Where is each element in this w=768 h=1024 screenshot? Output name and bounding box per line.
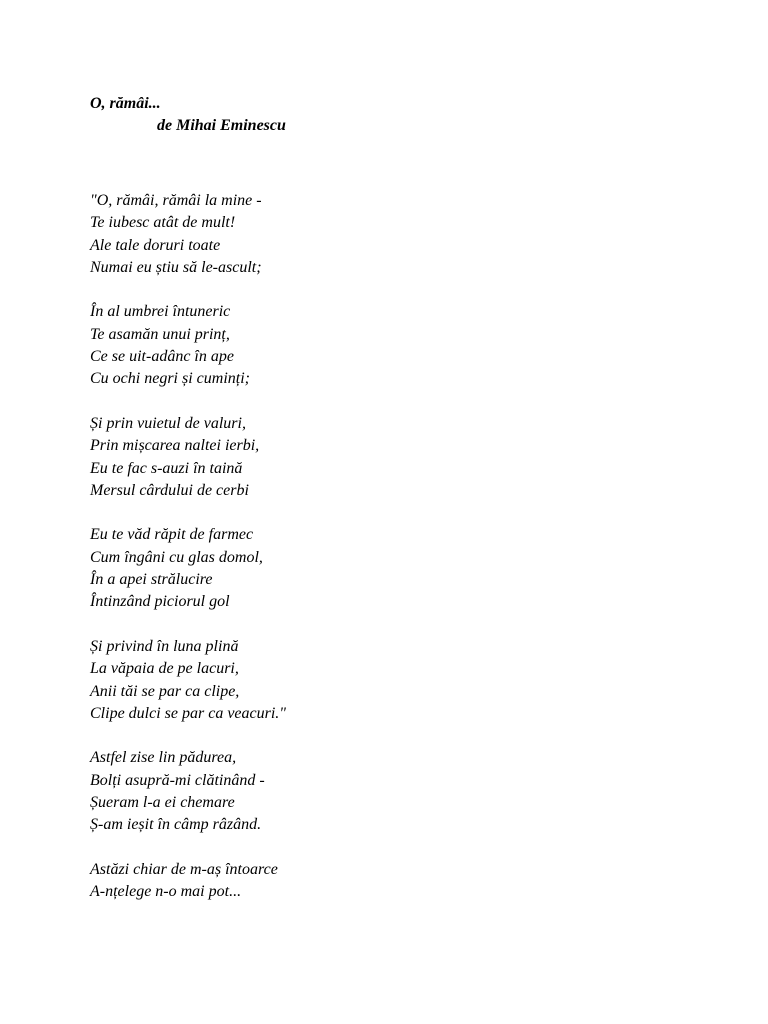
poem-line: Te iubesc atât de mult! — [90, 214, 236, 232]
poem-author: de Mihai Eminescu — [157, 117, 286, 134]
poem-line: Ale tale doruri toate — [90, 236, 221, 254]
poem-line: Bolți asupră-mi clătinând - — [90, 771, 265, 789]
stanza — [90, 190, 286, 279]
stanza — [90, 747, 286, 836]
poem-line: Ce se uit-adânc în ape — [90, 348, 234, 366]
poem-line: Numai eu știu să le-ascult; — [90, 258, 262, 276]
stanza — [90, 636, 286, 725]
stanza — [90, 859, 286, 904]
poem-line: În a apei strălucire — [90, 571, 213, 589]
poem-line: Cu ochi negri și cuminți; — [90, 370, 250, 388]
poem-line: În al umbrei întuneric — [90, 303, 231, 321]
poem-line: Întinzând piciorul gol — [90, 593, 230, 611]
poem-line: Ș-am ieșit în câmp râzând. — [90, 816, 262, 834]
poem-line: Astfel zise lin pădurea, — [90, 749, 237, 767]
stanza — [90, 524, 286, 613]
title-block — [90, 93, 286, 137]
poem-line: Și privind în luna plină — [90, 637, 239, 655]
stanza — [90, 301, 286, 390]
poem-line: Clipe dulci se par ca veacuri." — [90, 704, 287, 722]
stanza — [90, 413, 286, 502]
poem-body — [90, 190, 286, 926]
poem-line: Eu te văd răpit de farmec — [90, 526, 254, 544]
poem-line: La văpaia de pe lacuri, — [90, 660, 239, 678]
poem-line: Șueram l-a ei chemare — [90, 794, 235, 812]
poem-line: Prin mișcarea naltei ierbi, — [90, 437, 260, 455]
poem-line: A-nțelege n-o mai pot... — [90, 883, 242, 901]
poem-line: Anii tăi se par ca clipe, — [90, 682, 240, 700]
poem-line: "O, rămâi, rămâi la mine - — [90, 192, 262, 209]
poem-line: Cum îngâni cu glas domol, — [90, 548, 263, 566]
poem-title: O, rămâi... — [90, 95, 161, 112]
poem-line: Te asamăn unui prinț, — [90, 325, 230, 343]
poem-line: Și prin vuietul de valuri, — [90, 414, 246, 432]
poem-line: Mersul cârdului de cerbi — [90, 481, 249, 499]
poem-line: Astăzi chiar de m-aș întoarce — [90, 860, 278, 878]
poem-line: Eu te fac s-auzi în taină — [90, 459, 243, 477]
